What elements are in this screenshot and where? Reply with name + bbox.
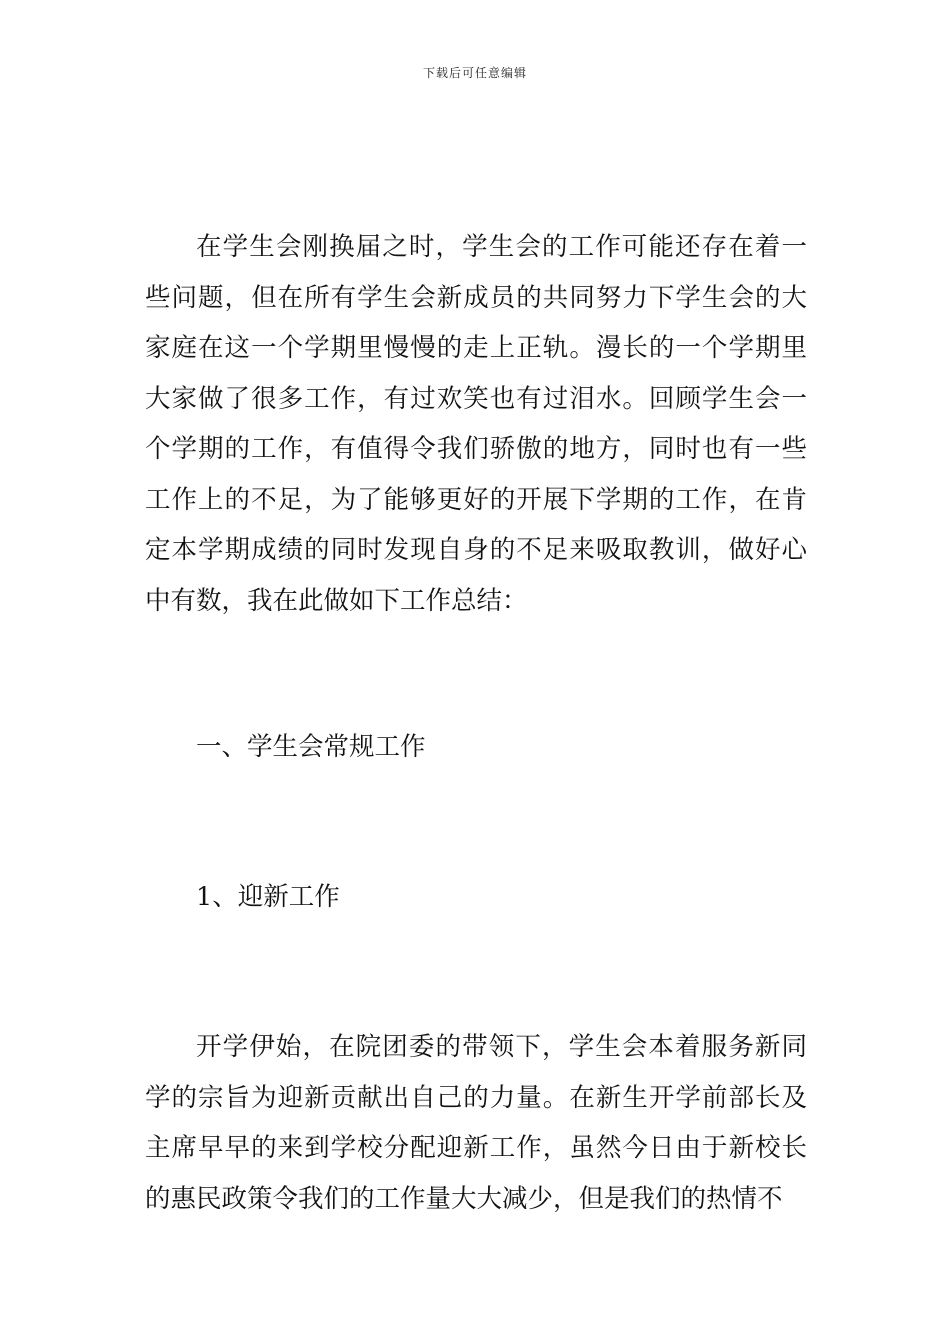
body-paragraph: 在学生会刚换届之时，学生会的工作可能还存在着一些问题，但在所有学生会新成员的共同努力下学生会的大家庭在这一个学期里慢慢的走上正轨。漫长的一个学期里大家做了很多工作，有过欢笑也有过泪水。回顾学生会一个学期的工作，有值得令我们骄傲的地方，同时也有一些工作上的不足，为了能够更好的开展下学期的工作，在肯定本学期成绩的同时发现自身的不足来吸取教训，做好心中有数，我在此做如下工作总结：	[145, 232, 807, 616]
body-paragraph: 开学伊始，在院团委的带领下，学生会本着服务新同学的宗旨为迎新贡献出自己的力量。在新生开学前部长及主席早早的来到学校分配迎新工作，虽然今日由于新校长的惠民政策令我们的工作量大大减少，但是我们的热情不	[145, 1032, 807, 1214]
header-note: 下载后可任意编辑	[422, 66, 527, 80]
subsection-heading: 1、迎新工作	[196, 882, 340, 912]
section-heading: 一、学生会常规工作	[196, 732, 426, 762]
